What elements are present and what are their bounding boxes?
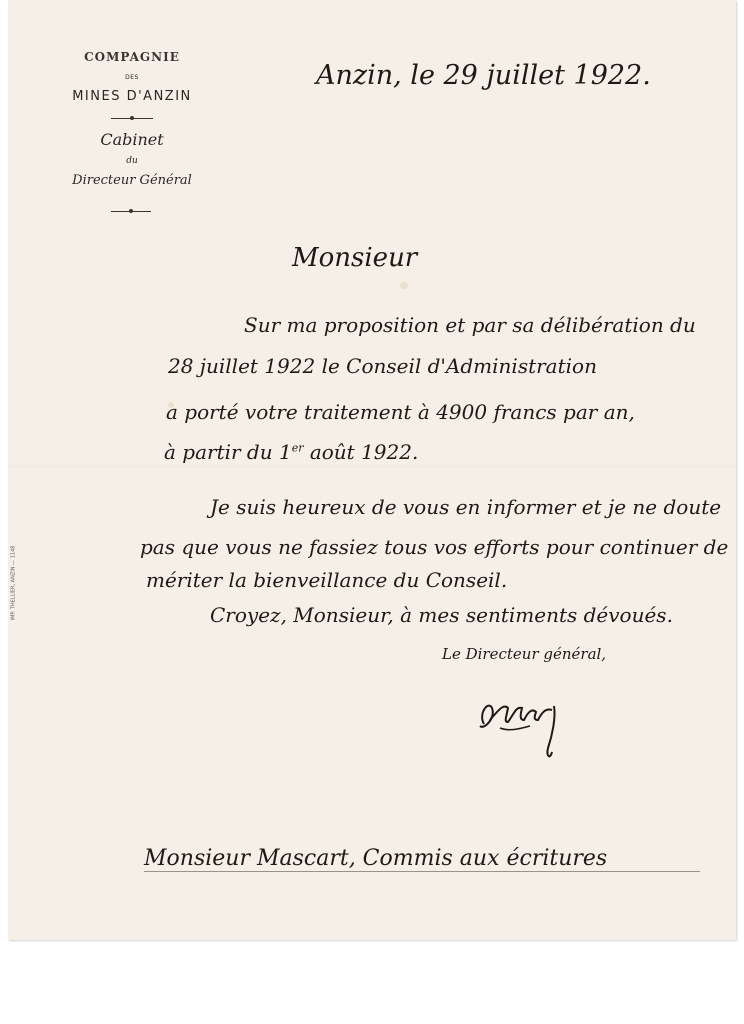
date-line: Anzin, le 29 juillet 1922. (316, 60, 651, 91)
letterhead-cabinet: Cabinet (100, 130, 164, 149)
body-line: pas que vous ne fassiez tous vos efforts pour continuer de (140, 535, 729, 559)
body-text: à partir du 1 (164, 440, 292, 464)
paper-fold-crease (8, 466, 736, 468)
paper-stain (400, 282, 408, 289)
signatory-title: Le Directeur général, (442, 645, 607, 663)
body-line (164, 440, 418, 464)
body-line: Je suis heureux de vous en informer et je ne doute (210, 495, 722, 519)
body-line: mériter la bienveillance du Conseil. (146, 568, 508, 592)
letterhead-du: du (126, 156, 138, 166)
handwritten-signature-icon (470, 678, 580, 768)
body-text: août 1922. (303, 440, 419, 464)
salary-amount: 4900 (436, 400, 488, 424)
addressee-underline (144, 871, 700, 872)
letter-sheet (8, 0, 736, 940)
letterhead-name: MINES D'ANZIN (72, 89, 192, 104)
printer-imprint: IMP. THELLIER, ANZIN — 1148 (10, 545, 17, 621)
letterhead-ornament-icon (130, 116, 134, 120)
body-text: a porté votre traitement à (166, 400, 437, 424)
body-text: francs par an, (487, 400, 635, 424)
closing-line: Croyez, Monsieur, à mes sentiments dévoués. (210, 603, 673, 627)
letterhead-des: DES (125, 74, 139, 81)
letterhead-directeur: Directeur Général (72, 173, 192, 188)
salutation: Monsieur (292, 243, 418, 273)
body-line (166, 400, 635, 424)
body-line: 28 juillet 1922 le Conseil d'Administration (168, 354, 597, 378)
letterhead-company: COMPAGNIE (84, 50, 180, 64)
addressee: Monsieur Mascart, Commis aux écritures (144, 846, 608, 871)
body-line: Sur ma proposition et par sa délibération du (244, 313, 696, 337)
letterhead-ornament-icon (129, 209, 133, 213)
ordinal-superscript: er (291, 441, 304, 455)
